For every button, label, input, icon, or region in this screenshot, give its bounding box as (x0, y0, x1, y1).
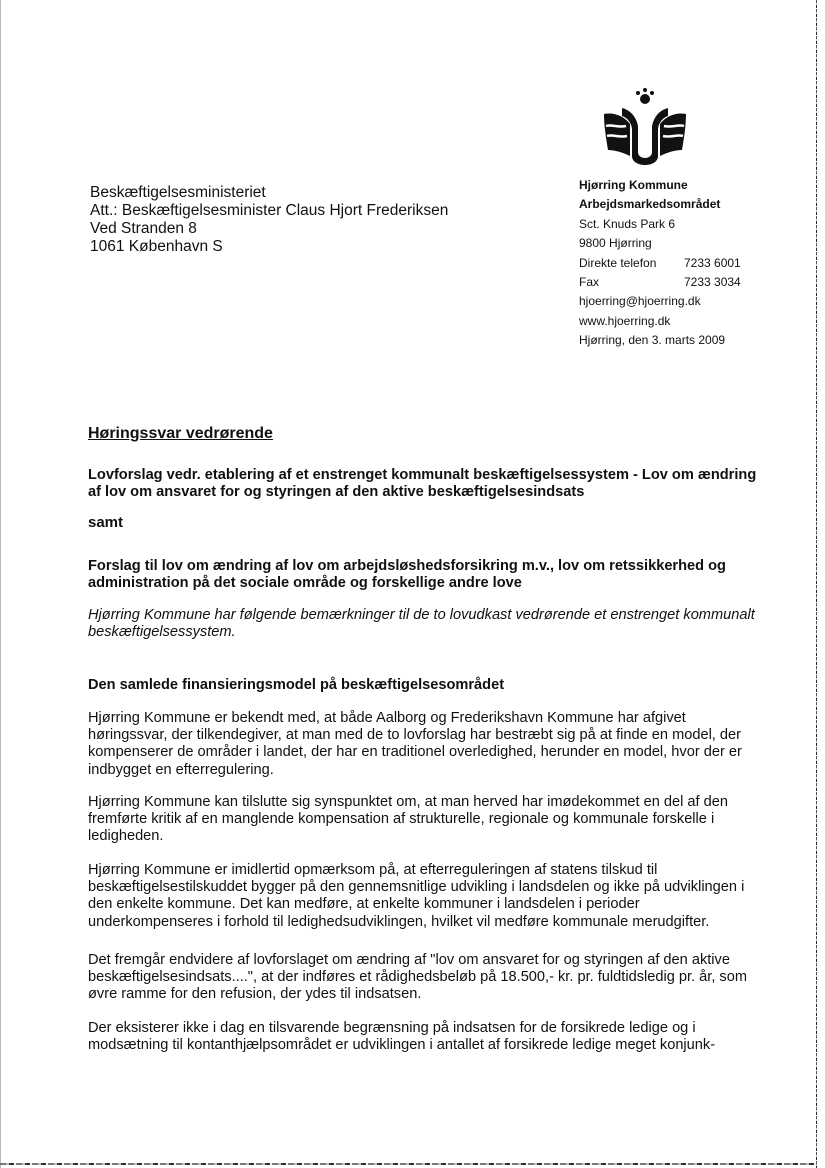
recipient-line: Beskæftigelsesministeriet (90, 184, 266, 201)
fax-label: Fax (579, 275, 600, 290)
recipient-line: 1061 København S (90, 238, 223, 255)
sender-street: Sct. Knuds Park 6 (579, 216, 676, 231)
sender-web: www.hjoerring.dk (579, 313, 671, 328)
sender-phone-row (579, 254, 741, 273)
scan-edge-right (816, 0, 817, 1168)
letter-date: Hjørring, den 3. marts 2009 (579, 333, 726, 348)
body-paragraph: Hjørring Kommune kan tilslutte sig synspunktet om, at man herved har imødekommet en del af den fremførte kritik af en manglende kompensation af strukturelle, regionale og kommunale forskelle i ledigheden. (88, 794, 728, 845)
sender-block (579, 176, 741, 351)
sender-department: Arbejdsmarkedsområdet (579, 197, 721, 212)
sender-email: hjoerring@hjoerring.dk (579, 294, 701, 309)
sender-city: 9800 Hjørring (579, 236, 652, 251)
phone-label: Direkte telefon (579, 255, 657, 270)
conjunction: samt (88, 514, 124, 531)
body-paragraph: Hjørring Kommune er bekendt med, at både Aalborg og Frederikshavn Kommune har afgivet høringssvar, der tilkendegiver, at man med de to lovforslag har bestræbt sig på at finde en model, der kompenserer de områder i landet, der har en traditionel overledighed, herunder en model, hvor der er indbygget en efterregulering. (88, 710, 742, 778)
bill-title-1: Lovforslag vedr. etablering af et enstrenget kommunalt beskæftigelsessystem - Lov om ændring af lov om ansvaret for og styringen af den aktive beskæftigelsesindsats (88, 467, 757, 500)
sender-org: Hjørring Kommune (579, 178, 688, 192)
section-title: Den samlede finansieringsmodel på beskæftigelsesområdet (88, 677, 505, 693)
phone-value: 7233 6001 (684, 255, 741, 270)
bill-title-2: Forslag til lov om ændring af lov om arbejdsløshedsforsikring m.v., lov om retssikkerhed og administration på det sociale område og forskellige andre love (88, 558, 726, 591)
sender-fax-row (579, 273, 741, 292)
body-paragraph: Det fremgår endvidere af lovforslaget om ændring af "lov om ansvaret for og styringen af den aktive beskæftigelsesindsats....", at der indføres et rådighedsbeløb på 18.500,- kr. pr. fuldtidsledig pr. år, som øvre ramme for den refusion, der ydes til indsatsen. (88, 952, 748, 1003)
document-heading: Høringssvar vedrørende (88, 425, 273, 442)
scan-edge-left (0, 0, 1, 1168)
intro-paragraph: Hjørring Kommune har følgende bemærkninger til de to lovudkast vedrørende et enstrenget kommunalt beskæftigelsessystem. (88, 607, 755, 640)
body-paragraph: Der eksisterer ikke i dag en tilsvarende begrænsning på indsatsen for de forsikrede ledige og i modsætning til kontanthjælpsområdet er udviklingen i antallet af forsikrede ledige meget konjunk- (88, 1020, 716, 1054)
hjoerring-kommune-coat-of-arms-icon (600, 86, 690, 168)
recipient-address (90, 184, 448, 256)
body-paragraph: Hjørring Kommune er imidlertid opmærksom på, at efterreguleringen af statens tilskud til beskæftigelsestilskuddet bygger på den gennemsnitlige udvikling i landsdelen og ikke på udviklingen i den enkelte kommune. Det kan medføre, at enkelte kommuner i landsdelen i perioder underkompenseres i forhold til ledighedsudviklingen, hvilket vil medføre kommunale merudgifter. (88, 862, 745, 930)
recipient-line: Att.: Beskæftigelsesminister Claus Hjort Frederiksen (90, 202, 449, 219)
recipient-line: Ved Stranden 8 (90, 220, 197, 237)
fax-value: 7233 3034 (684, 275, 741, 290)
scan-edge-bottom (0, 1163, 817, 1165)
